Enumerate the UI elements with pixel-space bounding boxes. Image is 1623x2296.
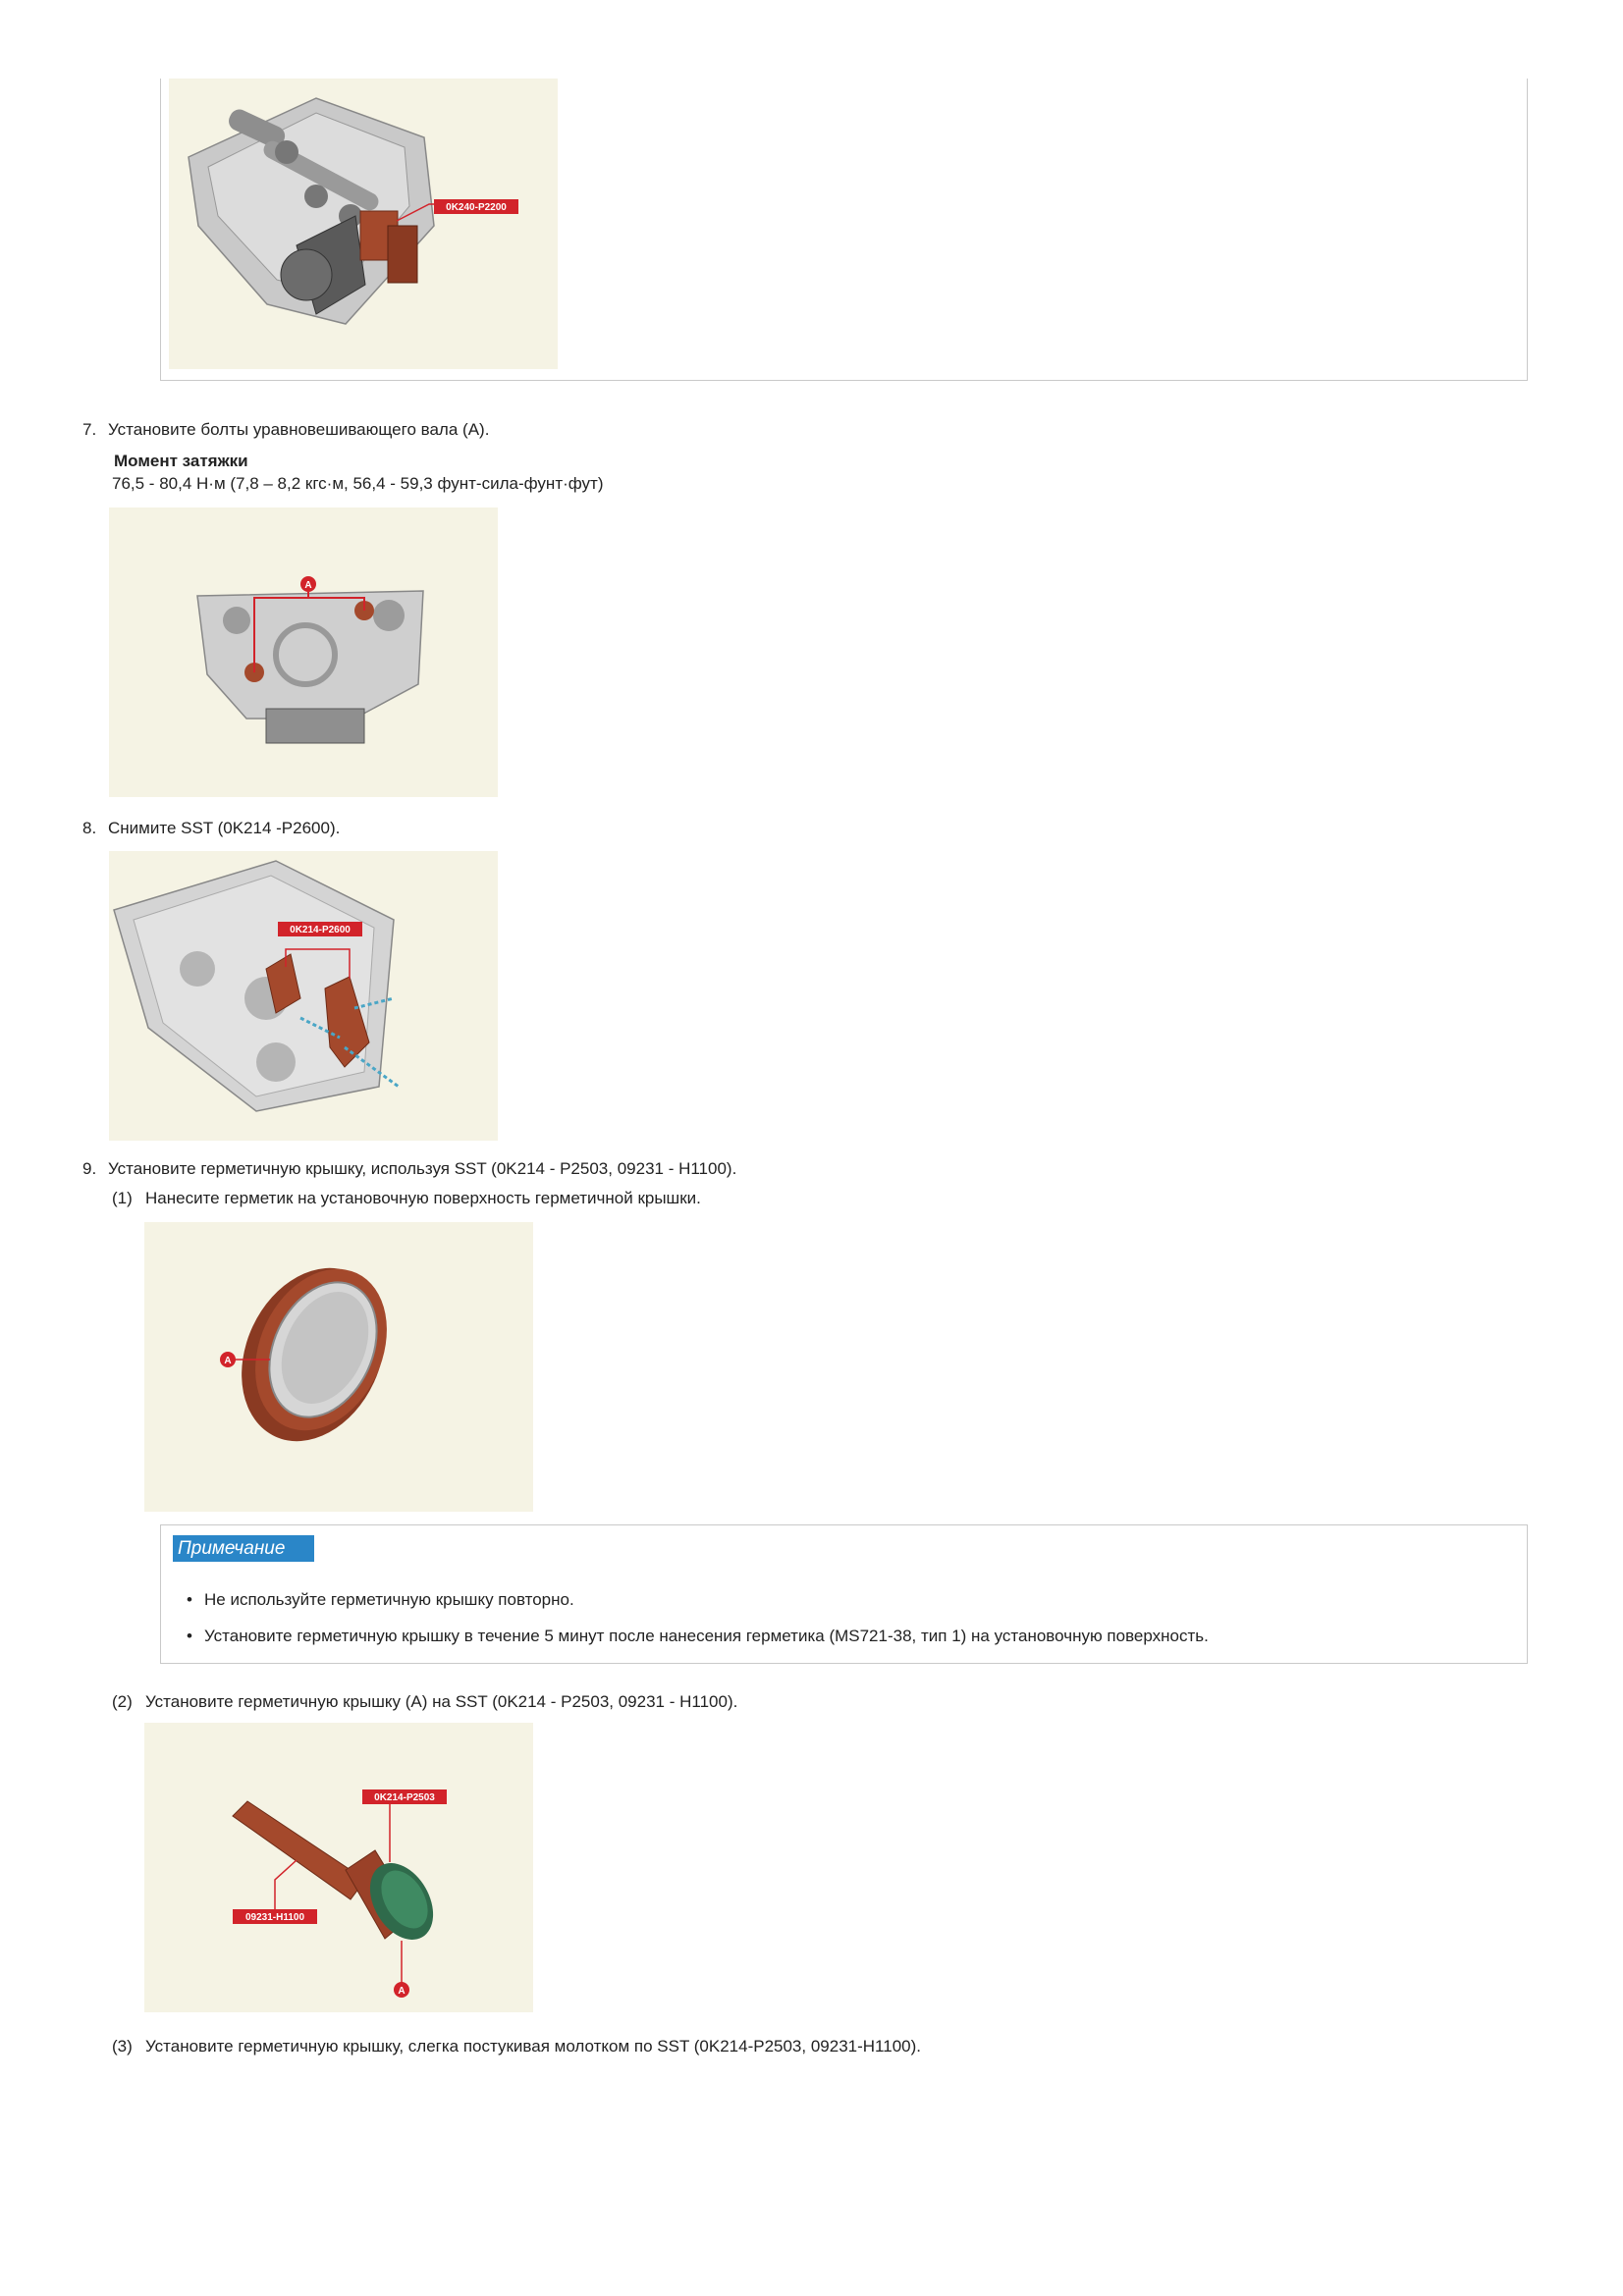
balance-shaft-figure bbox=[109, 507, 498, 797]
fig4-marker: A bbox=[224, 1356, 232, 1366]
note-item-text: Не используйте герметичную крышку повторно. bbox=[204, 1590, 574, 1609]
bullet-icon: • bbox=[187, 1627, 192, 1645]
sub-step-text: Установите герметичную крышку, слегка постукивая молотком по SST (0K214-P2503, 09231-H1100). bbox=[145, 2037, 921, 2056]
sub-step-number: (3) bbox=[112, 2037, 133, 2056]
step-9-sub-2 bbox=[112, 1691, 737, 1713]
torque-value: 76,5 - 80,4 Н·м (7,8 – 8,2 кгс·м, 56,4 - 59,3 фунт-сила-фунт·фут) bbox=[112, 474, 604, 493]
fig1-tool-label: 0K240-P2200 bbox=[446, 202, 507, 213]
step-9 bbox=[82, 1158, 736, 1180]
fig5-tool1-label: 0K214-P2503 bbox=[374, 1792, 435, 1803]
engine-head-illustration bbox=[169, 79, 558, 369]
step-9-sub-3 bbox=[112, 2036, 921, 2057]
fig5-tool2-label: 09231-H1100 bbox=[244, 1912, 305, 1923]
note-item-1 bbox=[187, 1589, 574, 1611]
note-item-2 bbox=[187, 1626, 1209, 1647]
bullet-icon: • bbox=[187, 1590, 192, 1609]
sub-step-text: Нанесите герметик на установочную поверхность герметичной крышки. bbox=[145, 1189, 701, 1207]
balance-shaft-illustration bbox=[109, 507, 498, 797]
step-8 bbox=[82, 818, 340, 839]
sst-removal-figure bbox=[109, 851, 498, 1141]
step-text: Установите герметичную крышку, используя SST (0K214 - P2503, 09231 - H1100). bbox=[108, 1159, 737, 1178]
step-number: 9. bbox=[82, 1159, 97, 1178]
sub-step-number: (1) bbox=[112, 1189, 133, 1207]
seal-cover-illustration bbox=[144, 1222, 533, 1512]
note-item-text: Установите герметичную крышку в течение 5 минут после нанесения герметика (MS721-38, тип 1) на установочную поверхность. bbox=[204, 1627, 1209, 1645]
fig5-marker: A bbox=[398, 1986, 406, 1997]
sst-removal-illustration bbox=[109, 851, 498, 1141]
step-text: Установите болты уравновешивающего вала (A). bbox=[108, 420, 490, 439]
seal-on-sst-figure bbox=[144, 1723, 533, 2012]
step-9-sub-1 bbox=[112, 1188, 701, 1209]
step-number: 7. bbox=[82, 420, 97, 439]
sub-step-number: (2) bbox=[112, 1692, 133, 1711]
sub-step-text: Установите герметичную крышку (A) на SST (0K214 - P2503, 09231 - H1100). bbox=[145, 1692, 738, 1711]
step-number: 8. bbox=[82, 819, 97, 837]
seal-cover-figure bbox=[144, 1222, 533, 1512]
torque-label: Момент затяжки bbox=[114, 452, 248, 470]
fig3-tool-label: 0K214-P2600 bbox=[290, 925, 351, 935]
engine-head-figure bbox=[169, 79, 558, 369]
step-text: Снимите SST (0K214 -P2600). bbox=[108, 819, 341, 837]
note-title: Примечание bbox=[173, 1535, 314, 1562]
fig2-marker: A bbox=[304, 580, 312, 591]
seal-on-sst-illustration bbox=[144, 1723, 533, 2012]
step-7 bbox=[82, 419, 489, 441]
